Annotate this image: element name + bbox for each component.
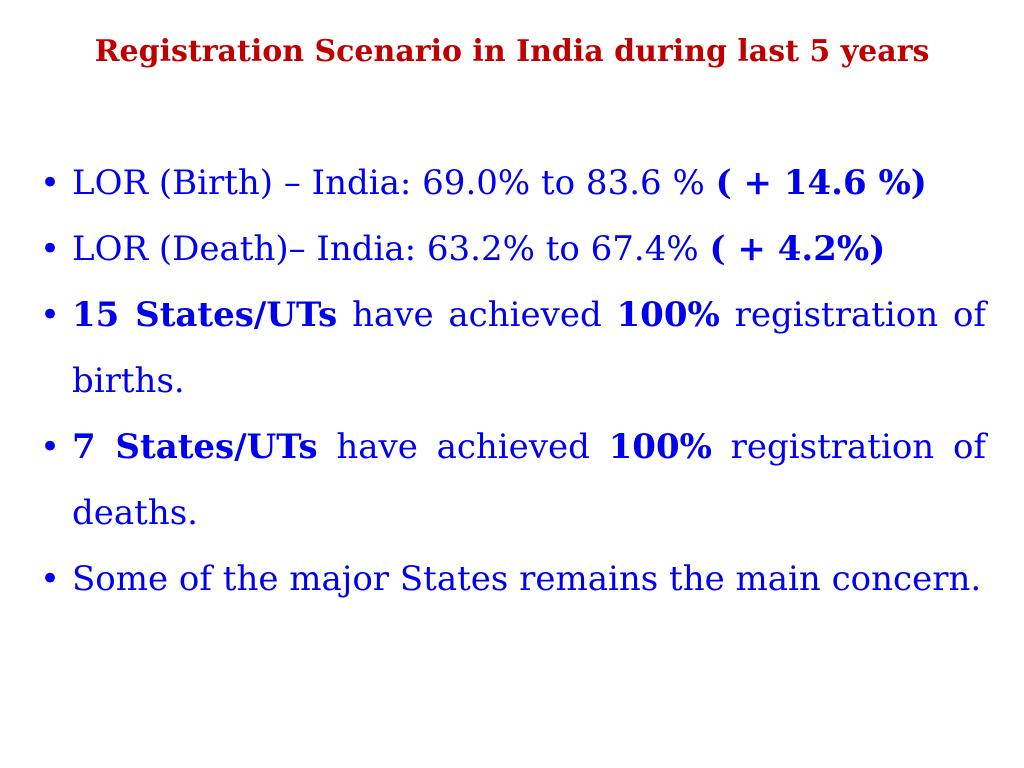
bullet-icon: •: [40, 295, 61, 335]
deaths-text-2: registration of deaths.: [72, 427, 986, 533]
bullet-item-deaths-states: [40, 414, 986, 546]
lor-birth-change: ( + 14.6 %): [715, 163, 927, 203]
lor-death-change: ( + 4.2%): [709, 229, 886, 269]
bullet-icon: •: [40, 229, 61, 269]
bullet-item-births-states: [40, 282, 986, 414]
bullet-icon: •: [40, 559, 61, 599]
bullet-text: [72, 427, 986, 533]
bullet-item-lor-death: [40, 216, 986, 282]
births-states-count: 15 States/UTs: [72, 295, 338, 335]
bullet-text: [72, 229, 885, 269]
bullet-item-major-states: [40, 546, 986, 612]
lor-birth-range: LOR (Birth) – India: 69.0% to 83.6 %: [72, 163, 716, 203]
births-text-1: have achieved: [337, 295, 617, 335]
bullet-list: [40, 150, 986, 612]
bullet-text: [72, 295, 986, 401]
deaths-states-count: 7 States/UTs: [72, 427, 318, 467]
deaths-percent: 100%: [608, 427, 712, 467]
bullet-icon: •: [40, 427, 61, 467]
bullet-text: Some of the major States remains the main concern.: [72, 559, 982, 599]
slide-title: Registration Scenario in India during last 5 years: [94, 34, 930, 69]
bullet-item-lor-birth: [40, 150, 986, 216]
bullet-text: [72, 163, 927, 203]
lor-death-range: LOR (Death)– India: 63.2% to 67.4%: [72, 229, 710, 269]
bullet-icon: •: [40, 163, 61, 203]
births-text-2: registration of births.: [72, 295, 987, 401]
deaths-text-1: have achieved: [317, 427, 609, 467]
births-percent: 100%: [616, 295, 720, 335]
